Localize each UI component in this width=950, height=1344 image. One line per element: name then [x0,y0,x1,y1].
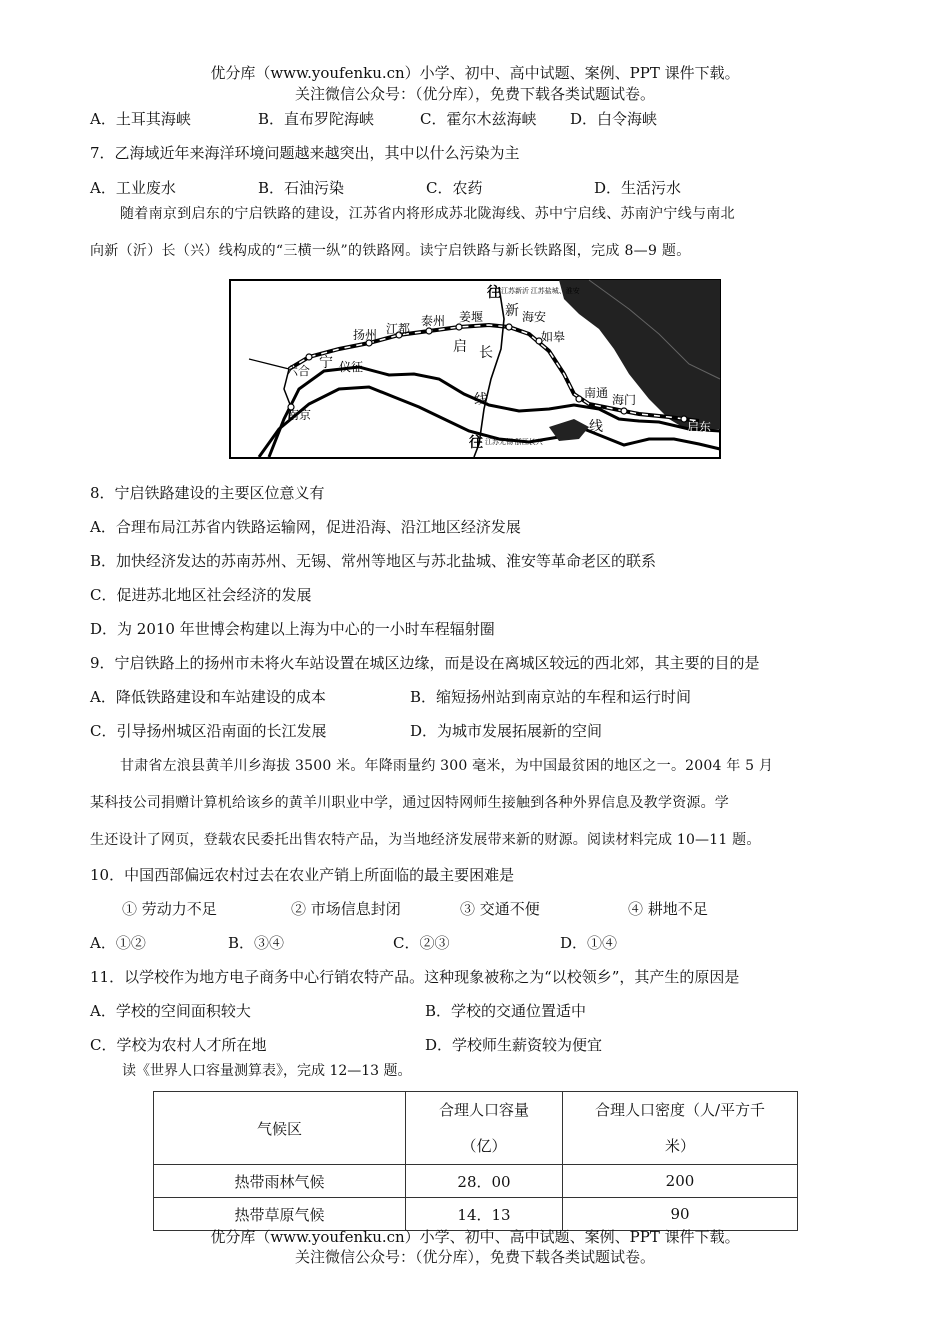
label-chang: 长 [479,346,493,361]
label-bottom-dest: 江苏无锡 浙江长兴 [485,438,543,446]
label-xian-2: 线 [589,420,603,435]
header-density-line2: 米） [664,1137,695,1155]
header-density-line1: 合理人口密度（人/平方千 [594,1101,766,1119]
q6-option-a: A．土耳其海峡 [90,110,191,128]
station-haimen-dot [621,408,627,414]
q8-option-b: B．加快经济发达的苏南苏州、无锡、常州等地区与苏北盐城、淮安等革命老区的联系 [90,552,657,570]
q8-stem: 8．宁启铁路建设的主要区位意义有 [90,484,325,502]
q11-option-a: A．学校的空间面积较大 [90,1002,251,1020]
q6-option-b: B．直布罗陀海峡 [258,110,375,128]
q7-option-b: B．石油污染 [258,179,345,197]
label-taizhou: 泰州 [421,314,446,328]
q7-option-c: C．农药 [426,179,483,197]
q10-item-4: ④ 耕地不足 [628,900,708,918]
q8-option-c: C．促进苏北地区社会经济的发展 [90,586,312,604]
cell-density: 90 [563,1198,798,1231]
passage2-line-1: 甘肃省左浪县黄羊川乡海拔 3500 米。年降雨量约 300 毫米，为中国最贫困的地区之一。2004 年 5 月 [120,758,774,774]
label-to-bottom: 往 [469,436,483,451]
header-capacity-line1: 合理人口容量 [438,1101,529,1119]
passage1-line-2: 向新（沂）长（兴）线构成的“三横一纵”的铁路网。读宁启铁路与新长铁路图，完成 8—9 题。 [90,243,691,259]
footer-line-2: 关注微信公众号：（优分库），免费下载各类试题试卷。 [294,1248,655,1266]
footer-line-1: 优分库（www.youfenku.cn）小学、初中、高中试题、案例、PPT 课件下载。 [210,1228,740,1246]
label-liuhe: 六合 [286,364,311,378]
q10-option-c: C．②③ [393,934,450,952]
label-haian: 海安 [522,310,547,324]
station-yizheng-dot [306,354,312,360]
label-qi: 启 [453,340,467,355]
cell-climate: 热带雨林气候 [154,1165,406,1198]
q9-option-d: D．为城市发展拓展新的空间 [410,722,603,740]
station-haian-dot [506,324,512,330]
label-qidong: 启东 [687,420,712,434]
header-capacity [406,1092,563,1165]
passage2-line-2: 某科技公司捐赠计算机给该乡的黄羊川职业中学，通过因特网师生接触到各种外界信息及教学资源。学 [90,795,729,811]
cell-density: 200 [563,1165,798,1198]
label-nantong: 南通 [584,386,609,400]
q12-intro: 读《世界人口容量测算表》，完成 12—13 题。 [122,1063,412,1079]
header-density [563,1092,798,1165]
passage1-line-1: 随着南京到启东的宁启铁路的建设，江苏省内将形成苏北陇海线、苏中宁启线、苏南沪宁线与南北 [120,206,735,222]
q6-option-c: C．霍尔木兹海峡 [420,110,537,128]
station-nantong-dot [576,396,582,402]
q9-option-a: A．降低铁路建设和车站建设的成本 [90,688,326,706]
q11-stem: 11．以学校作为地方电子商务中心行销农特产品。这种现象被称之为“以校领乡”，其产生的原因是 [90,968,740,986]
q8-option-d: D．为 2010 年世博会构建以上海为中心的一小时车程辐射圈 [90,620,495,638]
q9-option-b: B．缩短扬州站到南京站的车程和运行时间 [410,688,692,706]
q8-option-a: A．合理布局江苏省内铁路运输网，促进沿海、沿江地区经济发展 [90,518,521,536]
q10-option-a: A．①② [90,934,146,952]
label-haimen: 海门 [612,393,637,407]
cell-capacity: 14．13 [406,1198,563,1231]
q9-stem: 9．宁启铁路上的扬州市未将火车站设置在城区边缘，而是设在离城区较远的西北郊，其主要的目的是 [90,654,760,672]
cell-capacity: 28．00 [406,1165,563,1198]
label-yangzhou: 扬州 [353,328,378,342]
header-capacity-line2: （亿） [461,1137,507,1155]
label-yizheng: 仪征 [339,360,364,374]
q10-stem: 10．中国西部偏远农村过去在农业产销上所面临的最主要困难是 [90,866,515,884]
label-nanjing: 南京 [287,408,312,422]
label-top-dest: 江苏新沂 江苏盐城、淮安 [501,287,580,295]
station-jiangyan-dot [456,324,462,330]
q7-option-a: A．工业废水 [90,179,176,197]
station-taizhou-dot [426,328,432,334]
railway-map [229,279,721,459]
label-jiangdu: 江都 [386,322,411,336]
header-climate: 气候区 [154,1092,406,1165]
q10-item-2: ② 市场信息封闭 [291,900,401,918]
cell-climate: 热带草原气候 [154,1198,406,1231]
label-xian-1: 线 [474,393,488,408]
q6-option-d: D．白令海峡 [570,110,658,128]
label-jiangyan: 姜堰 [459,310,484,324]
label-to-top: 往 [487,286,501,301]
q10-option-d: D．①④ [560,934,618,952]
label-ning: 宁 [319,356,333,371]
header-line-2: 关注微信公众号：（优分库），免费下载各类试题试卷。 [294,85,655,103]
q10-item-3: ③ 交通不便 [460,900,540,918]
q7-option-d: D．生活污水 [594,179,682,197]
q11-option-b: B．学校的交通位置适中 [425,1002,587,1020]
passage2-line-3: 生还设计了网页，登载农民委托出售农特产品，为当地经济发展带来新的财源。阅读材料完成 10—11 题。 [90,832,761,848]
q9-option-c: C．引导扬州城区沿南面的长江发展 [90,722,327,740]
q10-option-b: B．③④ [228,934,285,952]
table-row [154,1165,798,1198]
q11-option-d: D．学校师生薪资较为便宜 [425,1036,603,1054]
label-xin: 新 [505,304,519,319]
q11-option-c: C．学校为农村人才所在地 [90,1036,267,1054]
q10-item-1: ① 劳动力不足 [122,900,217,918]
header-line-1: 优分库（www.youfenku.cn）小学、初中、高中试题、案例、PPT 课件下载。 [210,64,740,82]
label-rugao: 如皋 [541,330,566,344]
q7-stem: 7．乙海域近年来海洋环境问题越来越突出，其中以什么污染为主 [90,144,520,162]
population-capacity-table [153,1091,798,1231]
